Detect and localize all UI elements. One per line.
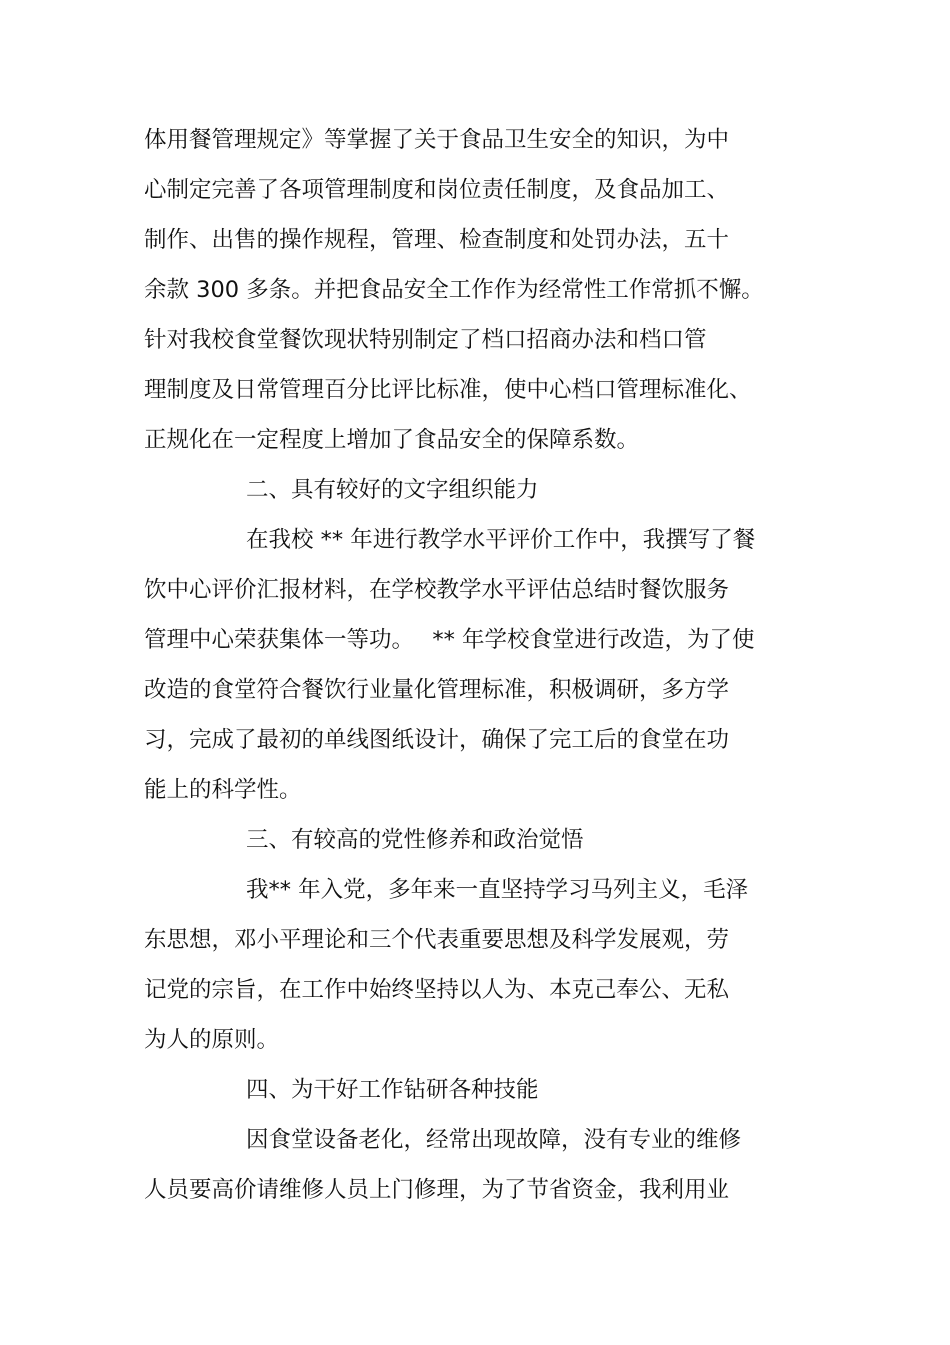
section-heading: 二、具有较好的文字组织能力 (246, 477, 539, 503)
text-line: 体用餐管理规定》等掌握了关于食品卫生安全的知识，为中 (144, 127, 730, 153)
text-line: 能上的科学性。 (144, 777, 302, 803)
text-line: 人员要高价请维修人员上门修理，为了节省资金，我利用业 (144, 1177, 730, 1203)
section-heading: 四、为干好工作钻研各种技能 (246, 1077, 539, 1103)
text-line: 理制度及日常管理百分比评比标准，使中心档口管理标准化、 (144, 377, 752, 403)
text-line: 制作、出售的操作规程，管理、检查制度和处罚办法，五十 (144, 227, 730, 253)
text-line: 饮中心评价汇报材料，在学校教学水平评估总结时餐饮服务 (144, 577, 730, 603)
text-line: 习，完成了最初的单线图纸设计，确保了完工后的食堂在功 (144, 727, 730, 753)
text-line: 针对我校食堂餐饮现状特别制定了档口招商办法和档口管 (144, 327, 707, 353)
text-line: 我** 年入党，多年来一直坚持学习马列主义，毛泽 (246, 877, 749, 903)
text-line: 记党的宗旨，在工作中始终坚持以人为、本克己奉公、无私 (144, 977, 730, 1003)
text-line: 正规化在一定程度上增加了食品安全的保障系数。 (144, 427, 640, 453)
text-line: 东思想，邓小平理论和三个代表重要思想及科学发展观，劳 (144, 927, 730, 953)
section-heading: 三、有较高的党性修养和政治觉悟 (246, 827, 584, 853)
text-line: 管理中心荣获集体一等功。 ** 年学校食堂进行改造，为了使 (144, 627, 755, 653)
text-line: 心制定完善了各项管理制度和岗位责任制度，及食品加工、 (144, 177, 730, 203)
text-line: 余款 300 多条。并把食品安全工作作为经常性工作常抓不懈。 (144, 277, 764, 303)
text-line: 为人的原则。 (144, 1027, 280, 1053)
text-line: 因食堂设备老化，经常出现故障，没有专业的维修 (246, 1127, 742, 1153)
text-line: 在我校 ** 年进行教学水平评价工作中，我撰写了餐 (246, 527, 756, 553)
text-line: 改造的食堂符合餐饮行业量化管理标准，积极调研，多方学 (144, 677, 730, 703)
